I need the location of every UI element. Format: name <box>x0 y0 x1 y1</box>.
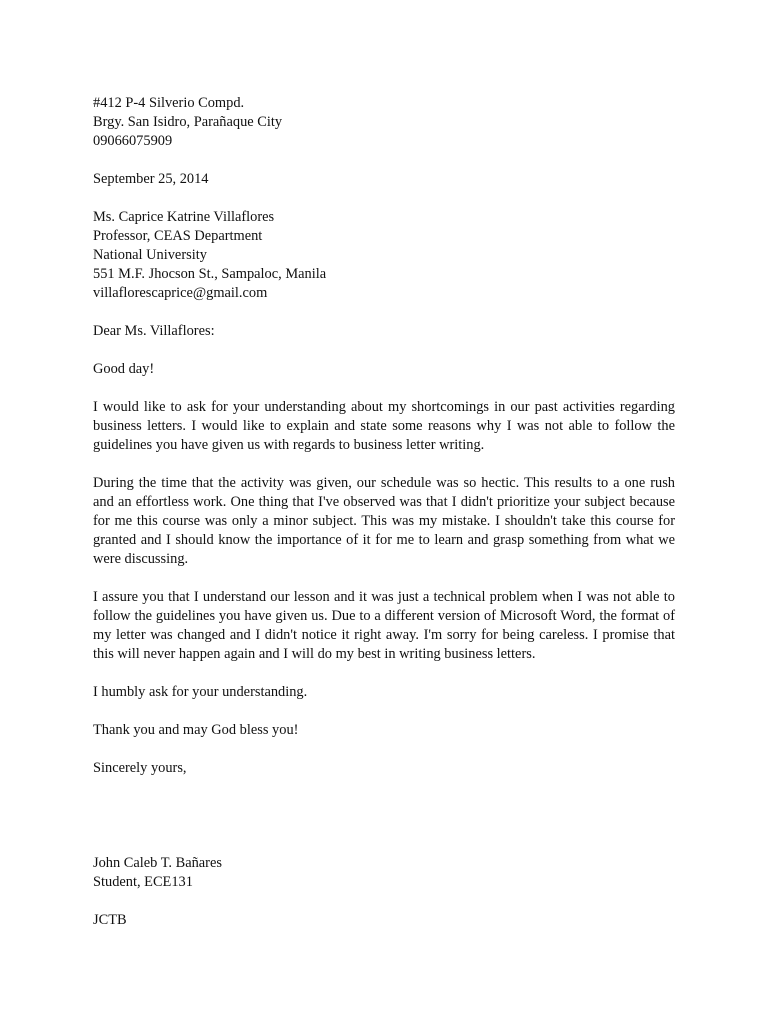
body-paragraph-1: I would like to ask for your understanding about my shortcomings in our past activities regarding business letters. I would like to explain and state some reasons why I was not able to follow the guidelines you have given us with regards to business letter writing. <box>93 399 675 453</box>
body-paragraph-3: I assure you that I understand our lesson and it was just a technical problem when I was not able to follow the guidelines you have given us. Due to a different version of Microsoft Word, the format of my letter was changed and I didn't notice it right away. I'm sorry for being careless. I promise that this will never happen again and I will do my best in writing business letters. <box>93 589 675 662</box>
recipient-name: Ms. Caprice Katrine Villaflores <box>93 209 275 225</box>
recipient-block <box>93 208 675 303</box>
reference-initials-text: JCTB <box>93 912 127 928</box>
body-paragraph-2: During the time that the activity was given, our schedule was so hectic. This results to a one rush and an effortless work. One thing that I've observed was that I didn't prioritize your subject because for me this course was only a minor subject. This was my mistake. I shouldn't take this course for granted and I should know the importance of it for me to learn and grasp something from what we were discussing. <box>93 475 675 567</box>
closing-text: Sincerely yours, <box>93 760 187 776</box>
letter-page <box>93 94 675 949</box>
recipient-address: 551 M.F. Jhocson St., Sampaloc, Manila <box>93 266 327 282</box>
sender-address-line2: Brgy. San Isidro, Parañaque City <box>93 114 283 130</box>
sender-phone: 09066075909 <box>93 133 173 149</box>
signature-name: John Caleb T. Bañares <box>93 855 222 871</box>
closing <box>93 759 675 778</box>
letter-date <box>93 170 675 189</box>
reference-initials <box>93 911 675 930</box>
greeting <box>93 360 675 379</box>
signature-position: Student, ECE131 <box>93 874 193 890</box>
date-text: September 25, 2014 <box>93 171 209 187</box>
recipient-title: Professor, CEAS Department <box>93 228 263 244</box>
greeting-text: Good day! <box>93 361 155 377</box>
signature-space <box>93 797 675 854</box>
recipient-email: villaflorescaprice@gmail.com <box>93 285 268 301</box>
salutation <box>93 322 675 341</box>
sender-address-line1: #412 P-4 Silverio Compd. <box>93 95 245 111</box>
signature-block <box>93 854 675 892</box>
body-paragraph-4: I humbly ask for your understanding. <box>93 684 308 700</box>
sender-address-block <box>93 94 675 151</box>
body-paragraph-5: Thank you and may God bless you! <box>93 722 299 738</box>
salutation-text: Dear Ms. Villaflores: <box>93 323 215 339</box>
recipient-institution: National University <box>93 247 207 263</box>
